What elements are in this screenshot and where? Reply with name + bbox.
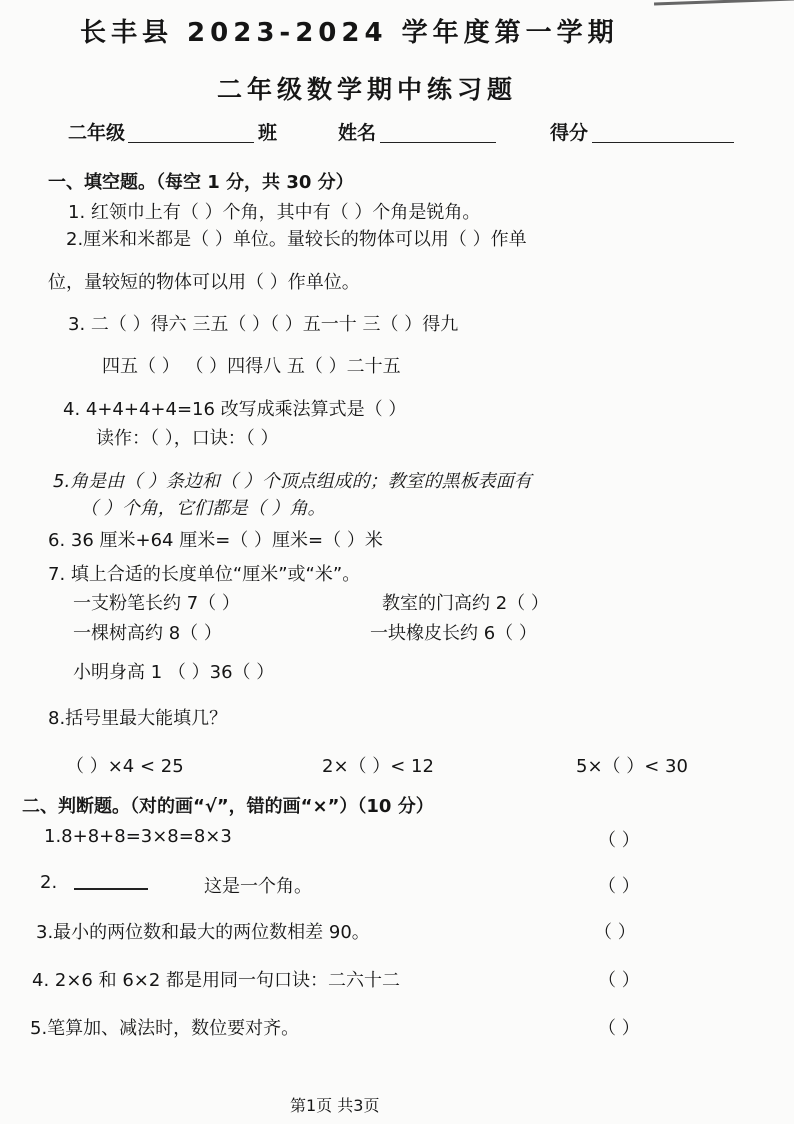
question-4-line2: 读作：（ ），口诀：（ ） xyxy=(96,428,279,449)
question-7-door: 教室的门高约 2（ ） xyxy=(382,593,549,614)
judge-item-2: 2. xyxy=(40,872,58,893)
question-1: 1. 红领巾上有（ ）个角，其中有（ ）个角是锐角。 xyxy=(68,202,481,223)
judge-item-3: 3.最小的两位数和最大的两位数相差 90。 xyxy=(36,922,370,943)
name-label: 姓名 xyxy=(338,122,377,144)
judge-answer-2: （ ） xyxy=(598,876,640,897)
question-7-height: 小明身高 1 （ ）36（ ） xyxy=(73,662,275,683)
score-label: 得分 xyxy=(550,122,589,144)
exam-subtitle: 二年级数学期中练习题 xyxy=(217,75,518,104)
scan-edge-mark xyxy=(654,0,794,5)
question-7-chalk: 一支粉笔长约 7（ ） xyxy=(73,593,240,614)
question-3-line1: 3. 二（ ）得六 三五（ ）（ ）五一十 三（ ）得九 xyxy=(68,314,459,335)
score-blank xyxy=(592,142,734,143)
section1-heading: 一、填空题。（每空 1 分，共 30 分） xyxy=(48,172,354,193)
question-7: 7. 填上合适的长度单位“厘米”或“米”。 xyxy=(48,564,361,585)
question-8-a: （ ）×4 < 25 xyxy=(66,756,184,777)
section2-heading: 二、判断题。（对的画“√”，错的画“×”）（10 分） xyxy=(22,796,434,817)
question-8-c: 5×（ ）< 30 xyxy=(576,756,688,777)
question-8: 8.括号里最大能填几？ xyxy=(48,708,228,729)
question-8-b: 2×（ ）< 12 xyxy=(322,756,434,777)
judge-answer-1: （ ） xyxy=(598,830,640,851)
judge-item-5: 5.笔算加、减法时，数位要对齐。 xyxy=(30,1018,300,1039)
question-7-eraser: 一块橡皮长约 6（ ） xyxy=(370,623,537,644)
judge-item-1: 1.8+8+8=3×8=8×3 xyxy=(44,826,232,847)
judge-answer-4: （ ） xyxy=(598,970,640,991)
question-3-line2: 四五（ ） （ ）四得八 五（ ）二十五 xyxy=(102,356,401,377)
judge-item-2-text: 这是一个角。 xyxy=(204,876,312,897)
judge-answer-5: （ ） xyxy=(598,1018,640,1039)
angle-line-figure xyxy=(74,888,148,890)
question-2-line1: 2.厘米和米都是（ ）单位。量较长的物体可以用（ ）作单 xyxy=(66,229,527,250)
class-label: 班 xyxy=(258,122,278,144)
question-7-tree: 一棵树高约 8（ ） xyxy=(73,623,222,644)
name-blank xyxy=(380,142,496,143)
question-4-line1: 4. 4+4+4+4=16 改写成乘法算式是（ ） xyxy=(63,399,407,420)
grade-label: 二年级 xyxy=(68,122,126,144)
student-info-row xyxy=(68,118,748,150)
judge-item-4: 4. 2×6 和 6×2 都是用同一句口诀：二六十二 xyxy=(32,970,401,991)
page-number: 第1页 共3页 xyxy=(290,1096,380,1115)
question-2-line2: 位，量较短的物体可以用（ ）作单位。 xyxy=(48,272,360,293)
question-5-line1: 5.角是由（ ）条边和（ ）个顶点组成的；教室的黑板表面有 xyxy=(53,471,532,492)
question-5-line2: （ ）个角，它们都是（ ）角。 xyxy=(80,498,326,519)
exam-title: 长丰县 2023-2024 学年度第一学期 xyxy=(80,18,619,48)
question-6: 6. 36 厘米+64 厘米=（ ）厘米=（ ）米 xyxy=(48,530,383,551)
class-blank xyxy=(128,142,254,143)
judge-answer-3: （ ） xyxy=(594,922,636,943)
